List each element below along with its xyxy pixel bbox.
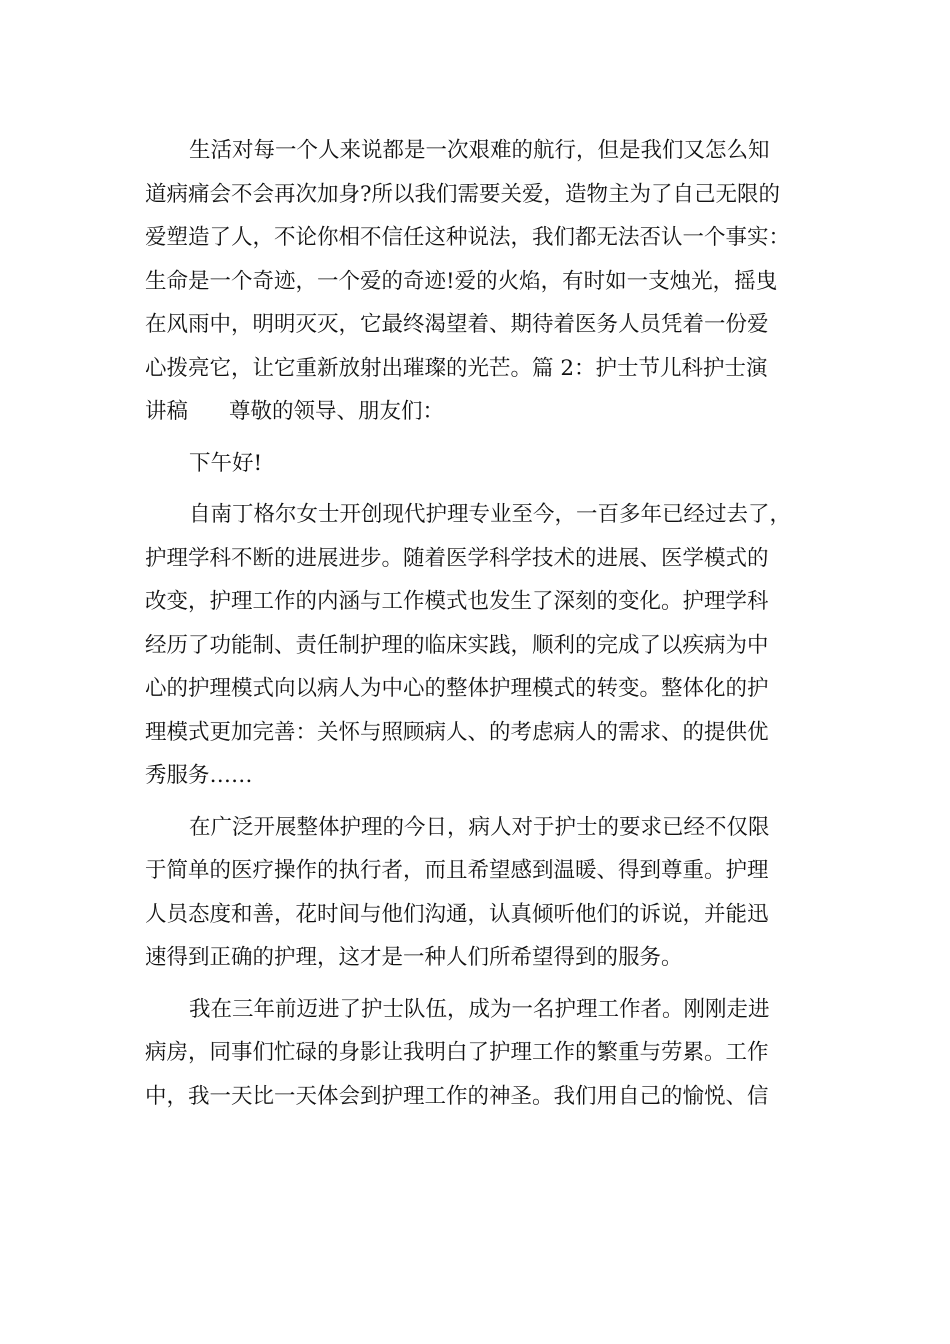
paragraph-1	[145, 129, 835, 434]
paragraph-gap	[145, 798, 835, 806]
paragraph-gap	[145, 485, 835, 493]
text-line: 改变，护理工作的内涵与工作模式也发生了深刻的变化。护理学科	[145, 589, 769, 614]
text-line: 理模式更加完善：关怀与照顾病人、的考虑病人的需求、的提供优	[145, 719, 769, 745]
text-line: 于简单的医疗操作的执行者，而且希望感到温暖、得到尊重。护理	[145, 858, 769, 883]
text-line: 爱塑造了人，不论你相不信任这种说法，我们都无法否认一个事实：	[145, 225, 791, 250]
text-line: 人员态度和善，花时间与他们沟通，认真倾听他们的诉说，并能迅	[145, 901, 769, 927]
text-line: 下午好!	[189, 450, 263, 476]
text-line: 心拨亮它，让它重新放射出璀璨的光芒。篇 2：护士节儿科护士演	[145, 355, 768, 381]
text-line: 讲稿 尊敬的领导、朋友们：	[145, 399, 445, 424]
text-line: 速得到正确的护理，这才是一种人们所希望得到的服务。	[145, 945, 683, 970]
paragraph-3	[145, 493, 835, 798]
text-line: 生活对每一个人来说都是一次艰难的航行，但是我们又怎么知	[189, 138, 770, 163]
text-line: 在广泛开展整体护理的今日，病人对于护士的要求已经不仅限	[189, 814, 770, 840]
text-line: 中，我一天比一天体会到护理工作的神圣。我们用自己的愉悦、信	[145, 1083, 769, 1109]
paragraph-5	[145, 988, 835, 1119]
paragraph-gap	[145, 434, 835, 442]
text-line: 道病痛会不会再次加身?所以我们需要关爱，造物主为了自己无限的	[145, 181, 781, 207]
text-line: 护理学科不断的进展进步。随着医学科学技术的进展、医学模式的	[145, 545, 769, 571]
paragraph-gap	[145, 980, 835, 988]
text-line: 自南丁格尔女士开创现代护理专业至今，一百多年已经过去了，	[189, 502, 792, 527]
text-line: 心的护理模式向以病人为中心的整体护理模式的转变。整体化的护	[145, 676, 769, 701]
text-line: 在风雨中，明明灭灭，它最终渴望着、期待着医务人员凭着一份爱	[145, 312, 769, 337]
text-line: 秀服务……	[145, 763, 253, 788]
paragraph-2	[145, 442, 835, 486]
document-body	[145, 129, 835, 1118]
paragraph-4	[145, 806, 835, 980]
text-line: 经历了功能制、责任制护理的临床实践，顺利的完成了以疾病为中	[145, 632, 769, 658]
text-line: 生命是一个奇迹，一个爱的奇迹!爱的火焰，有时如一支烛光，摇曳	[145, 268, 778, 294]
text-line: 我在三年前迈进了护士队伍，成为一名护理工作者。刚刚走进	[189, 996, 770, 1022]
text-line: 病房，同事们忙碌的身影让我明白了护理工作的繁重与劳累。工作	[145, 1040, 769, 1065]
